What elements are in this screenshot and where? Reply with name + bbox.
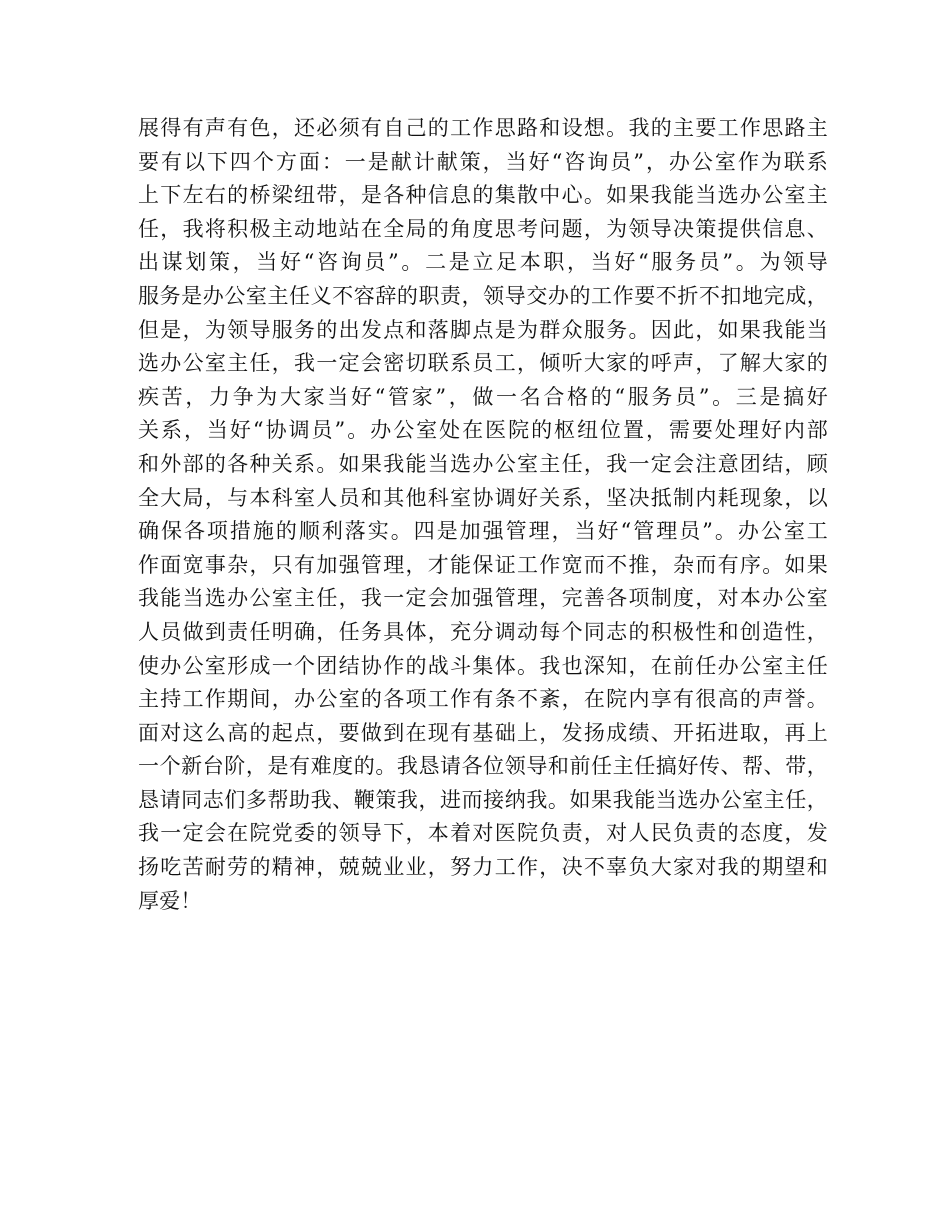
text-line: 疾苦，力争为大家当好“管家”，做一名合格的“服务员”。三是搞好 bbox=[138, 384, 828, 409]
text-line: 我一定会在院党委的领导下，本着对医院负责，对人民负责的态度，发 bbox=[138, 821, 828, 846]
text-line: 人员做到责任明确，任务具体，充分调动每个同志的积极性和创造性， bbox=[138, 619, 828, 644]
text-line: 使办公室形成一个团结协作的战斗集体。我也深知，在前任办公室主任 bbox=[138, 653, 828, 678]
text-line: 服务是办公室主任义不容辞的职责，领导交办的工作要不折不扣地完成， bbox=[138, 283, 828, 308]
text-line: 面对这么高的起点，要做到在现有基础上，发扬成绩、开拓进取，再上 bbox=[138, 720, 828, 745]
text-line: 选办公室主任，我一定会密切联系员工，倾听大家的呼声，了解大家的 bbox=[138, 351, 828, 376]
text-line: 全大局，与本科室人员和其他科室协调好关系，坚决抵制内耗现象，以 bbox=[138, 485, 828, 510]
text-line: 作面宽事杂，只有加强管理，才能保证工作宽而不推，杂而有序。如果 bbox=[138, 552, 828, 577]
text-line: 一个新台阶，是有难度的。我恳请各位领导和前任主任搞好传、帮、带， bbox=[138, 754, 828, 779]
text-line: 但是，为领导服务的出发点和落脚点是为群众服务。因此，如果我能当 bbox=[138, 317, 828, 342]
text-line: 主持工作期间，办公室的各项工作有条不紊，在院内享有很高的声誉。 bbox=[138, 687, 828, 712]
text-line: 确保各项措施的顺利落实。四是加强管理，当好“管理员”。办公室工 bbox=[138, 519, 828, 544]
text-line: 上下左右的桥梁纽带，是各种信息的集散中心。如果我能当选办公室主 bbox=[138, 183, 828, 208]
text-line: 关系，当好“协调员”。办公室处在医院的枢纽位置，需要处理好内部 bbox=[138, 418, 828, 443]
text-line: 我能当选办公室主任，我一定会加强管理，完善各项制度，对本办公室 bbox=[138, 586, 828, 611]
text-line: 任，我将积极主动地站在全局的角度思考问题，为领导决策提供信息、 bbox=[138, 216, 828, 241]
text-line: 和外部的各种关系。如果我能当选办公室主任，我一定会注意团结，顾 bbox=[138, 451, 828, 476]
text-line: 厚爱！ bbox=[138, 888, 202, 913]
text-line: 扬吃苦耐劳的精神，兢兢业业，努力工作，决不辜负大家对我的期望和 bbox=[138, 855, 828, 880]
text-line: 出谋划策，当好“咨询员”。二是立足本职，当好“服务员”。为领导 bbox=[138, 250, 828, 275]
text-line: 展得有声有色，还必须有自己的工作思路和设想。我的主要工作思路主 bbox=[138, 116, 828, 140]
text-line: 要有以下四个方面：一是献计献策，当好“咨询员”，办公室作为联系 bbox=[138, 149, 828, 174]
body-paragraph bbox=[138, 112, 828, 918]
text-line: 恳请同志们多帮助我、鞭策我，进而接纳我。如果我能当选办公室主任， bbox=[138, 787, 828, 812]
